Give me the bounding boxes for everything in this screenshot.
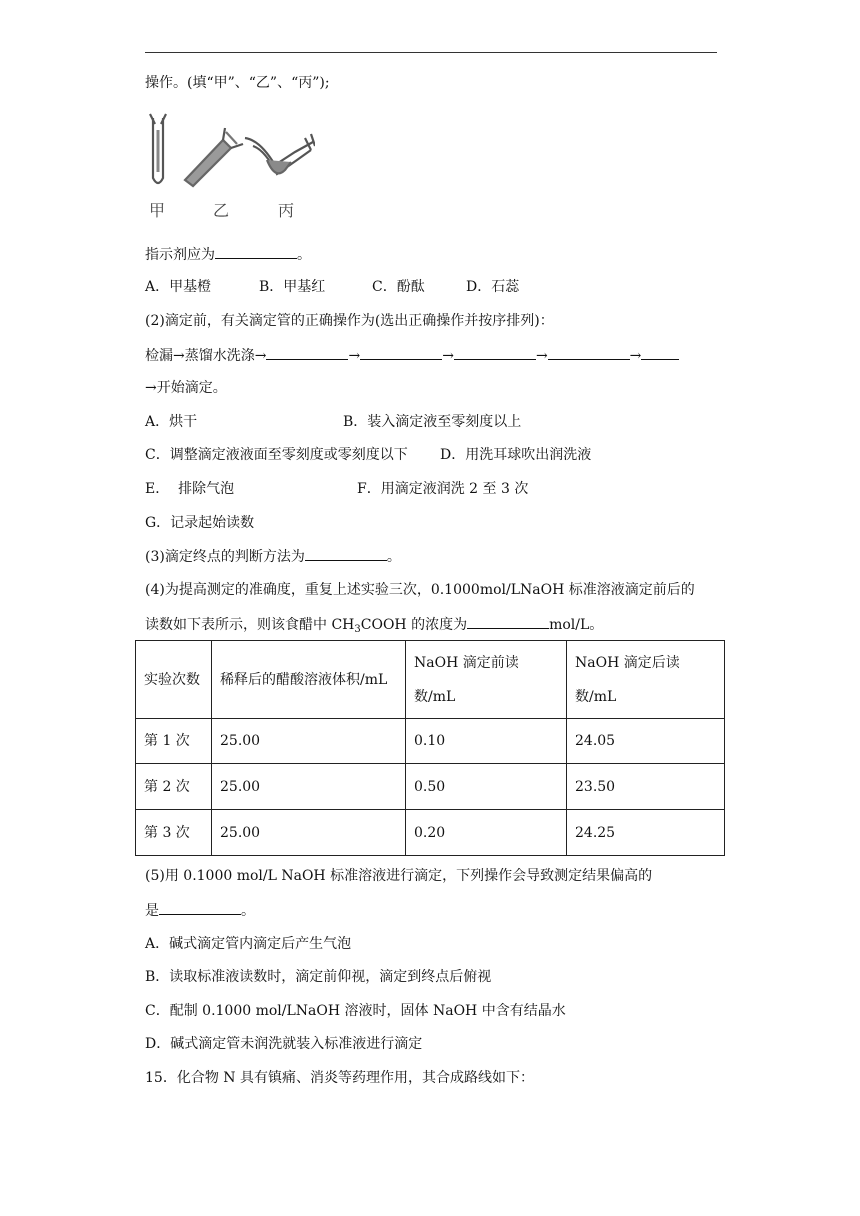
answer-blank bbox=[305, 546, 387, 561]
figure-label-bing: 丙 bbox=[278, 201, 295, 220]
q5-option-c: C．配制 0.1000 mol/LNaOH 溶液时，固体 NaOH 中含有结晶水 bbox=[145, 1003, 566, 1019]
question-intro-tail: 操作。(填“甲”、“乙”、“丙”); bbox=[145, 75, 330, 91]
q2-sequence-end: →开始滴定。 bbox=[145, 380, 227, 396]
answer-blank bbox=[215, 244, 297, 259]
option-a: A．甲基橙 bbox=[145, 279, 212, 295]
q2-stem: (2)滴定前，有关滴定管的正确操作为(选出正确操作并按序排列)： bbox=[145, 313, 554, 329]
option-b: B．装入滴定液至零刻度以上 bbox=[343, 414, 522, 430]
table-cell: 25.00 bbox=[212, 764, 406, 810]
q4-line2: 读数如下表所示，则该食醋中 $CH_3COOH$ 的浓度为 mol/L。 bbox=[145, 614, 603, 635]
q3-question: (3)滴定终点的判断方法为 。 bbox=[145, 546, 401, 567]
answer-blank bbox=[641, 345, 679, 360]
table-header-cell: NaOH 滴定前读数/mL bbox=[406, 641, 567, 719]
table-cell: 25.00 bbox=[212, 810, 406, 856]
table-cell: 第 3 次 bbox=[136, 810, 212, 856]
table-row bbox=[136, 810, 725, 856]
burette-yi-icon bbox=[185, 128, 243, 186]
table-header-cell: NaOH 滴定后读数/mL bbox=[567, 641, 725, 719]
table-row bbox=[136, 719, 725, 764]
burette-jia-icon bbox=[150, 114, 166, 183]
table-cell: 24.25 bbox=[567, 810, 725, 856]
q2-options-cd bbox=[145, 445, 591, 465]
q5-line1: (5)用 0.1000 mol/L NaOH 标准溶液进行滴定，下列操作会导致测定结果偏高的 bbox=[145, 868, 653, 884]
table-cell: 第 2 次 bbox=[136, 764, 212, 810]
question-15: 15．化合物 N 具有镇痛、消炎等药理作用，其合成路线如下： bbox=[145, 1070, 534, 1086]
q5-option-b: B．读取标准液读数时，滴定前仰视，滴定到终点后俯视 bbox=[145, 969, 492, 985]
q5-line2: 是 。 bbox=[145, 900, 255, 921]
q2-sequence: 检漏→蒸馏水洗涤→ → → → → bbox=[145, 345, 679, 366]
option-b: B．甲基红 bbox=[259, 279, 326, 295]
answer-blank bbox=[454, 345, 536, 360]
table-cell: 24.05 bbox=[567, 719, 725, 764]
table-cell: 0.10 bbox=[406, 719, 567, 764]
answer-blank bbox=[266, 345, 348, 360]
q4-line1: (4)为提高测定的准确度，重复上述实验三次，0.1000mol/LNaOH 标准溶液滴定前后的 bbox=[145, 582, 695, 598]
table-header-row bbox=[136, 641, 725, 719]
q5-option-d: D．碱式滴定管未润洗就装入标准液进行滴定 bbox=[145, 1036, 423, 1052]
option-d: D．用洗耳球吹出润洗液 bbox=[440, 447, 592, 463]
q2-options-ef bbox=[145, 479, 528, 499]
table-cell: 23.50 bbox=[567, 764, 725, 810]
answer-blank bbox=[467, 614, 549, 629]
figure-label-jia: 甲 bbox=[149, 201, 166, 220]
q2-option-g: G．记录起始读数 bbox=[145, 515, 255, 531]
table-cell: 第 1 次 bbox=[136, 719, 212, 764]
figure-label-yi: 乙 bbox=[213, 201, 230, 220]
option-f: F．用滴定液润洗 2 至 3 次 bbox=[357, 481, 529, 497]
option-e: E． 排除气泡 bbox=[145, 481, 235, 497]
top-rule bbox=[145, 52, 717, 53]
option-c: C．酚酞 bbox=[372, 279, 425, 295]
option-c: C．调整滴定液液面至零刻度或零刻度以下 bbox=[145, 447, 408, 463]
burette-bing-icon bbox=[245, 134, 315, 174]
indicator-options bbox=[145, 277, 519, 297]
table-cell: 25.00 bbox=[212, 719, 406, 764]
answer-blank bbox=[159, 900, 241, 915]
option-a: A．烘干 bbox=[145, 414, 198, 430]
burette-figure bbox=[145, 110, 315, 225]
indicator-question: 指示剂应为 。 bbox=[145, 244, 311, 265]
table-cell: 0.20 bbox=[406, 810, 567, 856]
q2-options-ab bbox=[145, 412, 521, 432]
table-header-cell: 稀释后的醋酸溶液体积/mL bbox=[212, 641, 406, 719]
option-d: D．石蕊 bbox=[466, 279, 520, 295]
q5-option-a: A．碱式滴定管内滴定后产生气泡 bbox=[145, 936, 352, 952]
titration-table bbox=[135, 640, 725, 856]
answer-blank bbox=[548, 345, 630, 360]
table-cell: 0.50 bbox=[406, 764, 567, 810]
table-row bbox=[136, 764, 725, 810]
answer-blank bbox=[360, 345, 442, 360]
table-header-cell: 实验次数 bbox=[136, 641, 212, 719]
